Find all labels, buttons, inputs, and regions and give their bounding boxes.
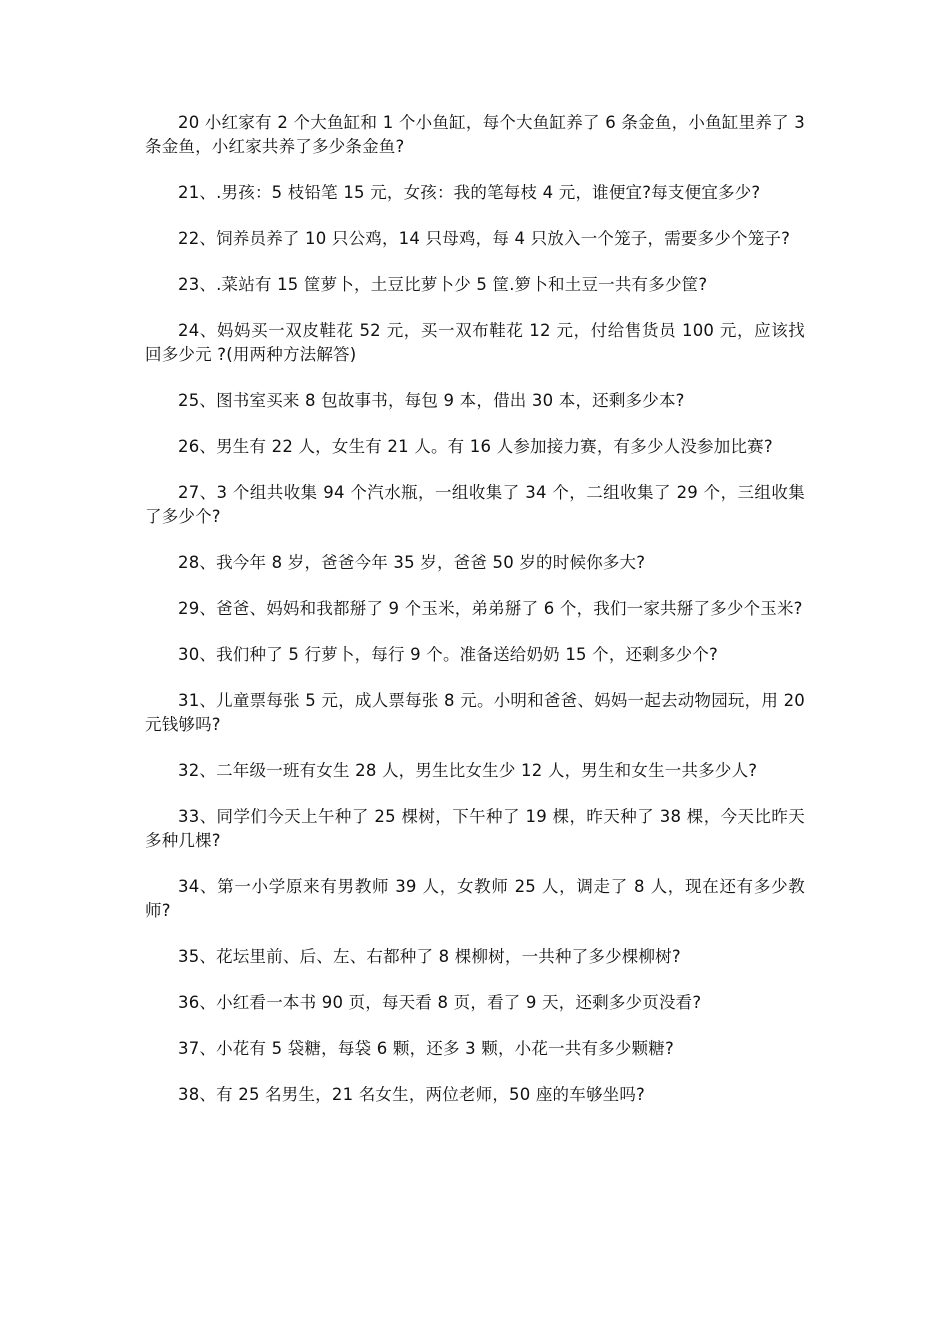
problem-26: 26、男生有 22 人，女生有 21 人。有 16 人参加接力赛，有多少人没参加比赛? [178,437,773,456]
problem-34: 34、第一小学原来有男教师 39 人，女教师 25 人，调走了 8 人，现在还有多少教师? [145,877,805,920]
problem-38: 38、有 25 名男生，21 名女生，两位老师，50 座的车够坐吗? [178,1085,646,1104]
problem-32: 32、二年级一班有女生 28 人，男生比女生少 12 人，男生和女生一共多少人? [178,761,758,780]
problem-36: 36、小红看一本书 90 页，每天看 8 页，看了 9 天，还剩多少页没看? [178,993,702,1012]
problem-30: 30、我们种了 5 行萝卜，每行 9 个。准备送给奶奶 15 个，还剩多少个? [178,645,719,664]
problem-37: 37、小花有 5 袋糖，每袋 6 颗，还多 3 颗，小花一共有多少颗糖? [178,1039,674,1058]
problem-35: 35、花坛里前、后、左、右都种了 8 棵柳树，一共种了多少棵柳树? [178,947,681,966]
problem-20: 20 小红家有 2 个大鱼缸和 1 个小鱼缸，每个大鱼缸养了 6 条金鱼，小鱼缸里养了 3 条金鱼，小红家共养了多少条金鱼? [145,113,805,156]
problem-24: 24、妈妈买一双皮鞋花 52 元，买一双布鞋花 12 元，付给售货员 100 元，应该找回多少元 ?(用两种方法解答) [145,321,805,364]
problem-27: 27、3 个组共收集 94 个汽水瓶，一组收集了 34 个，二组收集了 29 个，三组收集了多少个? [145,483,805,526]
problem-21: 21、.男孩：5 枝铅笔 15 元，女孩：我的笔每枝 4 元，谁便宜?每支便宜多少? [178,183,761,202]
problem-list [145,111,805,1129]
problem-31: 31、儿童票每张 5 元，成人票每张 8 元。小明和爸爸、妈妈一起去动物园玩，用 20 元钱够吗? [145,691,805,734]
problem-22: 22、饲养员养了 10 只公鸡，14 只母鸡，每 4 只放入一个笼子，需要多少个笼子? [178,229,791,248]
problem-23: 23、.菜站有 15 筐萝卜，土豆比萝卜少 5 筐.箩卜和土豆一共有多少筐? [178,275,708,294]
problem-33: 33、同学们今天上午种了 25 棵树，下午种了 19 棵，昨天种了 38 棵，今天比昨天多种几棵? [145,807,805,850]
problem-25: 25、图书室买来 8 包故事书，每包 9 本，借出 30 本，还剩多少本? [178,391,685,410]
problem-29: 29、爸爸、妈妈和我都掰了 9 个玉米，弟弟掰了 6 个，我们一家共掰了多少个玉米? [178,599,803,618]
problem-28: 28、我今年 8 岁，爸爸今年 35 岁，爸爸 50 岁的时候你多大? [178,553,646,572]
